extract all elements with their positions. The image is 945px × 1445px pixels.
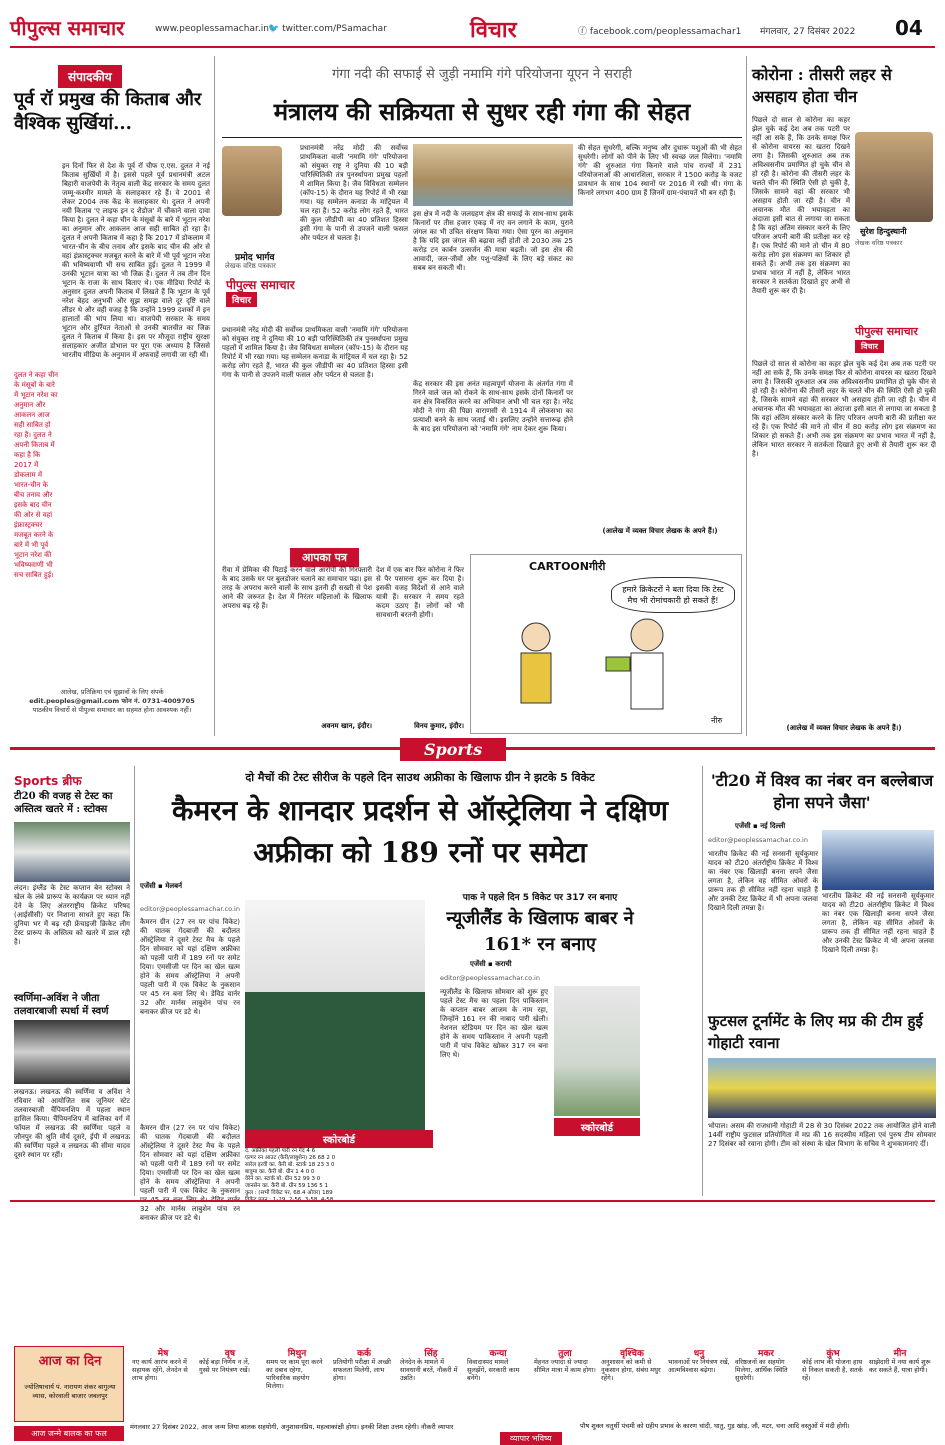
corona-author-title: लेखक वरिष्ठ पत्रकार xyxy=(855,239,903,247)
zodiac-sign-text: लेनदेन के मामले में सावधानी बरतें, नौकरी में उन्नति। xyxy=(400,1358,458,1382)
zodiac-sign-text: कोई बड़ा निर्णय न लें, गुस्से पर नियंत्रण रखें। xyxy=(199,1358,250,1374)
brief1-body: लंदन। इंग्लैंड के टेस्ट कप्तान बेन स्टोक्स ने खेल के लंबे प्रारूप के कार्यक्रम पर ध्यान नहीं देने के लिए अंतरराष्ट्रीय क्रिकेट परिषद (आईसीसी) पर निशाना साधते हुए कहा कि दुनिया भर में बढ़ रही फ्रेंचाइजी क्रिकेट लीग टेस्ट प्रारूप के अस्तित्व को खतरे में डाल रही है। xyxy=(14,884,130,946)
editorial-headline: पूर्व रॉ प्रमुख की किताब और वैश्विक सुर्खियां... xyxy=(14,89,202,134)
brief1-title: टी20 की वजह से टेस्ट का अस्तित्व खतरे में : स्टोक्स xyxy=(14,791,113,815)
zodiac-sign-name: मिथुन xyxy=(287,1349,307,1359)
masthead xyxy=(0,0,945,46)
cricket-story-col2: कैमरन ग्रीन (27 रन पर पांच विकेट) की घातक गेंदबाजी की बदौलत ऑस्ट्रेलिया ने दूसरे टेस्ट मैच के पहले दिन सोमवार को यहां दक्षिण अफ्रीका को पहली पारी में 189 रनों पर समेट दिया। एमसीजी पर दिन का खेल खत्म होने के समय ऑस्ट्रेलिया ने अपनी पहली पारी में एक विकेट के नुकसान 32 और मार्नस लाबुशेन पांच रन बनाकर क्रीज पर डटे थे। xyxy=(140,1124,240,1222)
ganga-kicker: गंगा नदी की सफाई से जुड़ी नमामि गंगे परियोजना यूएन ने सराही xyxy=(332,67,632,82)
t20-headline: 'टी20 में विश्व का नंबर वन बल्लेबाज होना सपने जैसा' xyxy=(710,771,934,812)
cricket-email: editor@peoplessamachar.co.in xyxy=(140,905,240,913)
zodiac-sign xyxy=(331,1348,397,1418)
cricket-agency: एजेंसी ▪ मेलबर्न xyxy=(140,882,183,890)
scoreboard-line: बावुमा का. कैरी बो. ग्रीन 1 4 0 0 xyxy=(245,1169,315,1175)
corona-author-photo xyxy=(855,132,933,222)
cricket-headline: कैमरन के शानदार प्रदर्शन से ऑस्ट्रेलिया ने दक्षिण अफ्रीका को 189 रनों पर समेटा xyxy=(171,794,669,869)
cartoon-head-left xyxy=(522,623,550,651)
zodiac-sign-name: तुला xyxy=(558,1349,572,1359)
pak-story: न्यूजीलैंड के खिलाफ सोमवार को शुरू हुए पहले टेस्ट मैच का पहला दिन पाकिस्तान के कप्तान बाबर आजम के नाम रहा, जिन्होंने 161 रन की नाबाद पारी खेली। नेशनल स्टेडियम पर दिन का खेल खत्म होने के समय पाकिस्तान ने अपनी पहली पारी में पांच विकेट खोकर 317 रन बना लिए थे। xyxy=(440,988,548,1059)
column-divider xyxy=(702,766,703,1196)
zodiac-sign-text: विवादास्पद मामले सुलझेंगे, सरकारी काम बनेंगे। xyxy=(467,1358,520,1382)
t20-agency: एजेंसी ▪ नई दिल्ली xyxy=(735,822,786,830)
scoreboard-lines xyxy=(245,1148,433,1204)
editorial-tag: संपादकीय xyxy=(58,65,122,88)
cartoon-title: CARTOONगीरी xyxy=(529,560,606,573)
corona-headline: कोरोना : तीसरी लहर से असहाय होता चीन xyxy=(752,65,892,106)
zodiac-sign-text: समय पर काम पूरा करने का दबाव रहेगा, पारिवारिक सहयोग मिलेगा। xyxy=(266,1358,323,1390)
corona-body-top: पिछले दो साल से कोरोना का कहर झेल चुके कई देश अब तक पटरी पर नहीं आ सके हैं, कि उनके समक्ष फिर से कोरोना वायरस का खतरा दिखने लगा है। जिसकी शुरुआत अब तक अविश्वसनीय प्रमाणित हो चुके चीन से हो रही है। कोरोना की तीसरी लहर के चलते चीन की स्थिति ऐसी हो चुकी है, जिसके सामने वहां की सरकार भी असहाय होती जा रही है। चीन में अचानक मौत की भयावहता का अंदाजा इसी बात से लगाया जा सकता है कि वहां अंतिम संस्कार करने के लिए परिजन अपनी बारी की प्रतीक्षा कर रहे हैं। एक रिपोर्ट की माने तो चीन में 80 करोड़ लोग इस संक्रमण का शिकार हो सकते हैं। अभी तक इस संक्रमण का प्रभाव भारत में नहीं है, लेकिन भारत सरकार ने सतर्कता दिखाते हुए अभी से तैयारी शुरू कर दी है। xyxy=(752,116,850,295)
t20-email: editor@peoplessamachar.co.in xyxy=(708,836,808,844)
cameron-green-photo xyxy=(245,900,425,1130)
corona-author: सुरेश हिन्दुस्थानी xyxy=(860,227,907,236)
zodiac-sign-name: सिंह xyxy=(424,1349,438,1359)
letters-sig2: विनय कुमार, इंदौर। xyxy=(414,722,464,730)
t20-body-2: भारतीय क्रिकेट की नई सनसनी सूर्यकुमार यादव को टी20 अंतर्राष्ट्रीय क्रिकेट में विश्व का नंबर एक खिलाड़ी बनना सपने जैसा लगता है, लेकिन वह सीमित ओवरों के प्रारूप तक ही सीमित नहीं रहना चाहते हैं और उनकी टेस्ट क्रिकेट में भी अपना जलवा दिखाने दिली तमन्ना है। xyxy=(822,892,934,954)
zodiac-sign-text: अनुशासन को कमी से नुकसान होगा, संबंध मधुर रहेंगे। xyxy=(601,1358,661,1382)
scoreboard-title: स्कोरबोर्ड xyxy=(245,1130,433,1148)
cartoon-panel xyxy=(470,554,742,734)
pak-headline: न्यूजीलैंड के खिलाफ बाबर ने 161* रन बनाए xyxy=(446,908,634,955)
cartoon-head-right xyxy=(631,619,663,651)
fencing-photo xyxy=(14,1020,130,1084)
corona-brand-tag: विचार xyxy=(855,340,884,353)
column-divider xyxy=(214,56,215,736)
ganga-col4: की सेहत सुधरेगी, बल्कि मनुष्य और दुधारू पशुओं की भी सेहत सुधरेगी। लोगों को पीने के लिए भी स्वच्छ जल मिलेगा। 'नमामि गंगे' की शुरुआत गंगा किनारे वाले पांच राज्यों में 231 परियोजनाओं की आधारशिला, सरकार ने 1500 करोड़ के वजट प्रावधान के साथ 104 स्थानों पर 2016 में रखी थी। गंगा के किनारे लगभग 400 ग्राम हैं जिनमें ग्राम-पंचायतें भी बन रही हैं। xyxy=(578,144,742,197)
horoscope-box-text: ज्योतिषाचार्य पं. नारायण शंकर बागुल्या व्यास, कोरवाली बाजार जबलपुर xyxy=(24,1383,116,1400)
sports-band: Sports xyxy=(400,738,506,761)
t20-body: भारतीय क्रिकेट की नई सनसनी सूर्यकुमार यादव को टी20 अंतर्राष्ट्रीय क्रिकेट में विश्व का नंबर एक खिलाड़ी बनना सपने जैसा लगता है, लेकिन वह सीमित ओवरों के प्रारूप तक ही सीमित नहीं रहना चाहते हैं और उनकी टेस्ट क्रिकेट में भी अपना जलवा दिखाने दिली तमन्ना है। xyxy=(708,850,818,912)
ganga-author: प्रमोद भार्गव xyxy=(235,253,275,263)
ganga-headline: मंत्रालय की सक्रियता से सुधर रही गंगा की सेहत xyxy=(273,97,691,126)
letters-col1: रीवा में प्रेमिका की पिटाई करने वाले आरोपी की गिरफ्तारी के बाद उसके घर पर बुलडोजर चलाने का समाचार पढ़ा। इस तरह के अपराध करने वालों के साथ इतनी ही सख्ती से पेश आने की जरूरत है। देश में निरंतर महिलाओं के खिलाफ अपराध बढ़ रहे हैं। xyxy=(222,566,372,610)
facebook-link[interactable]: ⓕ facebook.com/peoplessamachar1 xyxy=(578,27,742,37)
horoscope-rule xyxy=(10,1200,935,1202)
cartoon-figure-left xyxy=(521,653,551,703)
editorial-body: इन दिनों फिर से देश के पूर्व रॉ चीफ ए.एस. दुलत ने नई किताब सुर्खियों में है। इससे पहले पूर्व प्रधानमंत्री अटल बिहारी वाजपेयी के नेतृत्व वाली केंद्र सरकार के समय दुलत जम्मू-कश्मीर मामले के सलाहकार रहे हैं। वे 2001 से लेकर 2004 तक केंद्र के सलाहकार थे। दुलत ने अपनी नयी किताब 'ए लाइफ इन द शैडोज' में चौंकाने वाला दावा किया है। दुलत ने कहा चीन के मंसूबों के बारे में भूटान नरेश का अनुमान और आकलन आज सही साबित हो रहा है। दुलत ने अपनी किताब में कहा है कि 2017 में डोकलाम में भारत-चीन के बीच तनाव और इसके बाद चीन की ओर से वहां इंफ्रास्ट्रक्चर मजबूत करने के बारे में भी पूर्व भूटान नरेश की भविष्यवाणी भी सच साबित हुई। दुलत ने 1999 में उनकी भूटान यात्रा का भी जिक्र है। दुलत ने तब तीन दिन भूटान के राजा के साथ बिताए थे। एक मीडिया रिपोर्ट के अनुसार दुलत अपनी किताब में लिखते हैं कि भूटान के पूर्व नरेश बेहद अनुभवी और सूझ समझ वाले दूर दृष्टि वाले लीडर थे और वही वजह है कि उन्होंने 1999 दशकों में इन हालातों की भांप लिया था। वाजपेयी सरकार के समय भूटान और हुर्रियत नेताओं से उनकी बातचीत का जिक्र दुलत ने किताब में किया है। इस पर मौजूदा राष्ट्रीय सुरक्षा सलाहकार अजीत डोभाल पर पूरा एक अध्याय है जिससे भारतीय मीडिया के अनुमान में अफवाहें लगायी जा रही थीं। xyxy=(62,162,210,359)
zodiac-sign xyxy=(733,1348,799,1418)
zodiac-sign-name: मीन xyxy=(893,1349,907,1359)
babar-photo xyxy=(554,986,640,1116)
cartoon-figure-right xyxy=(631,653,663,709)
zodiac-sign xyxy=(130,1348,196,1418)
ganga-col3: केंद्र सरकार की इस अनंत महत्वपूर्ण योजना के अंतर्गत गंगा में गिरने वाले जल को रोकने के साथ-साथ इसके दोनों किनारों पर वन क्षेत्र विकसित करने का अभियान अभी भी चल रहा है। नरेंद्र मोदी ने गंगा की पिछा वाराणसी से 1914 में लोकसभा का प्रत्याशी बनने के साथ जताई थी। इसलिए उन्होंने सत्तारूढ़ होने के बाद इस परियोजना को 'नमामि गंगे' नाम देकर शुरू किया। xyxy=(413,380,573,433)
scoreboard-line: द. अफ्रीका पहली पारी रन गेंद 4 6 xyxy=(245,1148,316,1154)
letters-sig1: अवनम खान, इंदौर। xyxy=(321,722,372,730)
facebook-icon: ⓕ xyxy=(578,27,590,37)
zodiac-sign xyxy=(599,1348,665,1418)
horoscope-footer-right: पौष शुक्ल चतुर्थी पंचमी को ग्रहीय प्रभाव के कारण चांदी, घातु, गुड़ खांड़, जौ, मटर, चना आदि वस्तुओं में मंदी होगी। xyxy=(580,1422,850,1430)
zodiac-sign-text: साझेदारी में नया कार्य शुरू कर सकते हैं, यात्रा होगी। xyxy=(869,1358,931,1374)
twitter-link[interactable]: 🐦 twitter.com/PSamachar xyxy=(268,24,387,34)
horoscope-box xyxy=(14,1346,124,1422)
cartoon-speech-bubble: हमारे क्रिकेटरों ने बता दिया कि टेस्ट मैच भी रोमांचकारी हो सकते हैं! xyxy=(611,577,735,613)
cartoon-document xyxy=(606,657,630,671)
ganga-closing: (आलेख में व्यक्त विचार लेखक के अपने हैं।) xyxy=(602,527,718,535)
zodiac-sign-name: धनु xyxy=(693,1349,705,1359)
issue-date: मंगलवार, 27 दिसंबर 2022 xyxy=(760,27,856,37)
stokes-photo xyxy=(14,822,130,882)
ganga-author-title: लेखक वरिष्ठ पत्रकार xyxy=(225,262,276,270)
twitter-icon: 🐦 xyxy=(268,24,283,34)
brief2-title: स्वर्णिमा-अविंश ने जीता तलवारबाजी स्पर्धा में स्वर्ण xyxy=(14,993,109,1017)
author-photo xyxy=(222,146,282,216)
zodiac-sign xyxy=(264,1348,330,1418)
zodiac-sign-name: मेष xyxy=(157,1349,169,1359)
zodiac-sign-name: मकर xyxy=(758,1349,774,1359)
zodiac-sign-text: नए कार्य आरंभ करने में सहायक रहेंगे, लेनदेन से लाभ होगा। xyxy=(132,1358,188,1382)
scoreboard-line: वेरेने का. स्टार्क बो. ग्रीन 52 99 3 0 xyxy=(245,1176,321,1182)
zodiac-sign-name: कन्या xyxy=(489,1349,507,1359)
corona-body: पिछले दो साल से कोरोना का कहर झेल चुके कई देश अब तक पटरी पर नहीं आ सके हैं, कि उनके समक्ष फिर से कोरोना वायरस का खतरा दिखने लगा है। जिसकी शुरुआत अब तक अविश्वसनीय प्रमाणित हो चुके चीन से हो रही है। कोरोना की तीसरी लहर के चलते चीन की स्थिति ऐसी हो चुकी है, जिसके सामने वहां की सरकार भी असहाय होती जा रही है। चीन में अचानक मौत की भयावहता का अंदाजा इसी बात से लगाया जा सकता है कि वहां अंतिम संस्कार करने के लिए परिजन अपनी बारी की प्रतीक्षा कर रहे हैं। एक रिपोर्ट की माने तो चीन में 80 करोड़ लोग इस संक्रमण का शिकार हो सकते हैं। अभी तक इस संक्रमण का प्रभाव भारत में नहीं है, लेकिन भारत सरकार ने सतर्कता दिखाते हुए अभी से तैयारी शुरू कर दी है। xyxy=(752,360,936,458)
scoreboard-line: कुल : (सभी विकेट पर, 68.4 ओवर) 189 xyxy=(245,1190,333,1196)
zodiac-sign xyxy=(666,1348,732,1418)
ganga-brand: पीपुल्स समाचार xyxy=(226,278,295,292)
futsal-team-photo xyxy=(708,1058,936,1118)
ganga-col1b: प्रधानमंत्री नरेंद्र मोदी की सर्वोच्च प्राथमिकता वाली 'नमामि गंगे' परियोजना को संयुक्त राष्ट्र ने दुनिया की 10 बड़ी पारिस्थितिकी तंत्र पुनर्स्थापना प्रमुख पहलों में शामिल किया है। जैव विविधता सम्मेलन (कॉप-15) के दौरान यह रिपोर्ट में भी रखा गया। यह सम्मेलन कनाडा के मांट्रियल में चल रहा है। 52 करोड़ लोग रहते हैं, भारत की कुल जीडीपी का 40 प्रतिशत हिस्सा इसी गंगा के पानी से उपजने वाली फसल और पर्यटन से चलता है। xyxy=(222,326,408,379)
futsal-body: भोपाल। असम की राजधानी गोहाटी में 28 से 30 दिसंबर 2022 तक आयोजित होने वाली 14वीं राष्ट्रीय फुटसल प्रतियोगिता में मप्र की 16 सदस्यीय महिला एवं पुरुष टीम सोमवार 27 दिसंबर को रवाना होगी। टीम को संस्था के खेल विभाग के सचिव ने शुभकामनाएं दीं। xyxy=(708,1122,936,1148)
scoreboard-line: एल्गर रन आउट (कैरी/लाबुशेन) 26 68 2 0 xyxy=(245,1155,336,1161)
editorial-footer: आलेख, प्रतिक्रिया एवं सुझावों के लिए संपर्क edit.peoples@gmail.com फोन नं. 0731-4009705 पाठकीय विचारों से पीपुल्स समाचार का सहमत होना आवश्यक नहीं। xyxy=(29,688,195,714)
zodiac-sign xyxy=(532,1348,598,1418)
ganga-brand-tag: विचार xyxy=(226,292,257,307)
column-divider xyxy=(746,56,747,736)
pak-kicker: पाक ने पहले दिन 5 विकेट पर 317 रन बनाए xyxy=(462,893,618,903)
scoreboard xyxy=(245,1130,433,1196)
zodiac-sign-text: भावनाओं पर नियंत्रण रखें, आत्मविश्वास बढ़ेगा। xyxy=(668,1358,730,1374)
zodiac-sign-text: प्रतियोगी परीक्षा में अच्छी सफलता मिलेगी, लाभ होगा। xyxy=(333,1358,391,1382)
ganga-col1: प्रधानमंत्री नरेंद्र मोदी की सर्वोच्च प्राथमिकता वाली 'नमामि गंगे' परियोजना को संयुक्त राष्ट्र ने दुनिया की 10 बड़ी पारिस्थितिकी तंत्र पुनर्स्थापना प्रमुख पहलों में शामिल किया है। जैव विविधता सम्मेलन (कॉप-15) के दौरान यह रिपोर्ट में भी रखा गया। यह सम्मेलन कनाडा के मांट्रियल में चल रहा है। 52 करोड़ लोग रहते हैं, भारत की कुल जीडीपी का 40 प्रतिशत हिस्सा इसी गंगा के पानी से उपजने वाली फसल और पर्यटन से चलता है। xyxy=(300,144,408,242)
zodiac-sign-text: वरिष्ठजनों का सहयोग मिलेगा, आर्थिक स्थिति सुधरेगी। xyxy=(735,1358,788,1382)
zodiac-sign xyxy=(465,1348,531,1418)
letters-title: आपका पत्र xyxy=(290,548,359,567)
ganga-col2: इस क्षेत्र में नदी के जलग्रहण क्षेत्र की सफाई के साथ-साथ इसके किनारों पर तीस हजार एकड़ में नए वन लगाने के काम, पुराने जंगल का भी उचित संरक्षण किया गया। ऐसा पूरन का अनुमान है कि यदि इस जंगल की बढ़ावा नहीं होती तो 2030 तक 25 करोड़ टन कार्बन उत्सर्जन की मात्रा बढ़ती। जो इस क्षेत्र की आवादी, जल-जीवों और पशु-पक्षियों के लिए बड़े संकट का सबब बन सकती थी। xyxy=(413,210,573,272)
pak-scoreboard-title: स्कोरबोर्ड xyxy=(554,1118,640,1136)
zodiac-sign xyxy=(398,1348,464,1418)
editorial-pullquote: दुलत ने कहा चीन के मंसूबों के बारे में भूटान नरेश का अनुमान और आकलन आज सही साबित हो रहा है। दुलत ने अपनी किताब में कहा है कि 2017 में डोकलाम में भारत-चीन के बीच तनाव और इसके बाद चीन की ओर से वहां इंफ्रास्ट्रक्चर मजबूत करने के बारे में भी पूर्व भूटान नरेश की भविष्यवाणी भी सच साबित हुई। xyxy=(14,371,59,579)
page-number: 04 xyxy=(895,16,923,40)
letters-col2: देश में एक बार फिर कोरोना ने फिर से पैर पसारना शुरू कर दिया है। इसकी वजह विदेशों से आने वाले यात्री हैं। सरकार ने समय रहते कदम उठाए हैं। लोगों को भी सावधानी बरतनी होगी। xyxy=(376,566,464,619)
zodiac-sign xyxy=(867,1348,933,1418)
section-title: विचार xyxy=(470,17,517,43)
horoscope-footer-left: आज जन्मे बालक का फल xyxy=(14,1426,124,1441)
corona-brand: पीपुल्स समाचार xyxy=(855,325,918,338)
pak-agency: एजेंसी ▪ कराची xyxy=(470,960,512,968)
zodiac-sign xyxy=(800,1348,866,1418)
zodiac-sign-name: कर्क xyxy=(357,1349,371,1359)
scoreboard-line: जानसेन का. कैरी बो. ग्रीन 59 136 5 1 xyxy=(245,1183,328,1189)
column-divider xyxy=(134,766,135,1196)
ganga-ghat-photo xyxy=(413,144,573,206)
zodiac-sign-text: कोई लाभ की योजना हाथ से निकल सकती है, सतर्क रहें। xyxy=(802,1358,863,1382)
header-rule xyxy=(10,46,935,48)
sports-brief-logo: Sports ब्रीफ xyxy=(14,774,82,788)
zodiac-sign xyxy=(197,1348,263,1418)
zodiac-sign-name: वृश्चिक xyxy=(620,1349,644,1359)
pak-email: editor@peoplessamachar.co.in xyxy=(440,974,540,982)
horoscope-box-title: आज का दिन xyxy=(38,1354,102,1369)
futsal-headline: फुटसल टूर्नामेंट के लिए मप्र की टीम हुई गोहाटी रवाना xyxy=(708,1012,923,1052)
cricket-story: कैमरन ग्रीन (27 रन पर पांच विकेट) की घातक गेंदबाजी की बदौलत ऑस्ट्रेलिया ने दूसरे टेस्ट मैच के पहले दिन सोमवार को यहां दक्षिण अफ्रीका को पहली पारी में 189 रनों पर समेट दिया। एमसीजी पर दिन का खेल खत्म होने के समय ऑस्ट्रेलिया ने अपनी पहली पारी में एक विकेट के नुकसान पर 45 रन बना लिए थे। डेविड वार्नर 32 और मार्नस लाबुशेन पांच रन बनाकर क्रीज पर डटे थे। xyxy=(140,918,240,1016)
zodiac-sign-name: वृष xyxy=(224,1349,236,1359)
corona-closing: (आलेख में व्यक्त विचार लेखक के अपने हैं।) xyxy=(786,724,902,732)
website-link[interactable]: www.peoplessamachar.in xyxy=(155,24,269,34)
scoreboard-line: सारेल इरवी का. कैरी बो. स्टार्क 18 23 3 0 xyxy=(245,1162,335,1168)
newspaper-logo: पीपुल्स समाचार xyxy=(10,16,125,40)
brief2-body: लखनऊ। लखनऊ की स्वर्णिमा व अविंश ने रविवार को आयोजित सब जूनियर स्टेट तलवारबाजी चैंपियनशिप में पहला स्थान हासिल किया। चैंपियनशिप में बालिका वर्ग में फॉयल में लखनऊ की स्वर्णिमा पहले व जौनपुर की श्रुति मौर्य दूसरे, ईपी में लखनऊ की स्वर्णिमा पहले व लखनऊ की सीमा यादव दूसरे स्थान पर रहीं। xyxy=(14,1088,130,1159)
ganga-headline-rule xyxy=(222,137,742,138)
cricket-kicker: दो मैचों की टेस्ट सीरीज के पहले दिन साउथ अफ्रीका के खिलाफ ग्रीन ने झटके 5 विकेट xyxy=(245,771,595,784)
horoscope-footer-mid: व्यापार भविष्य xyxy=(500,1432,562,1445)
zodiac-sign-name: कुंभ xyxy=(826,1349,840,1359)
cartoon-signature: नीरु xyxy=(711,716,723,725)
suryakumar-photo xyxy=(822,830,934,890)
pak-scoreboard xyxy=(554,1118,640,1198)
zodiac-sign-text: मेहनत ज्यादा से ज्यादा सीमित मात्रा में काम होगा। xyxy=(534,1358,596,1374)
horoscope-date-line: मंगलवार 27 दिसंबर 2022, आज जन्म लिया बालक सहयोगी, अनुशासनप्रिय, महत्वाकांक्षी होगा। इनकी शिक्षा उत्तम रहेगी। नौकरी व्यापार xyxy=(130,1423,454,1431)
